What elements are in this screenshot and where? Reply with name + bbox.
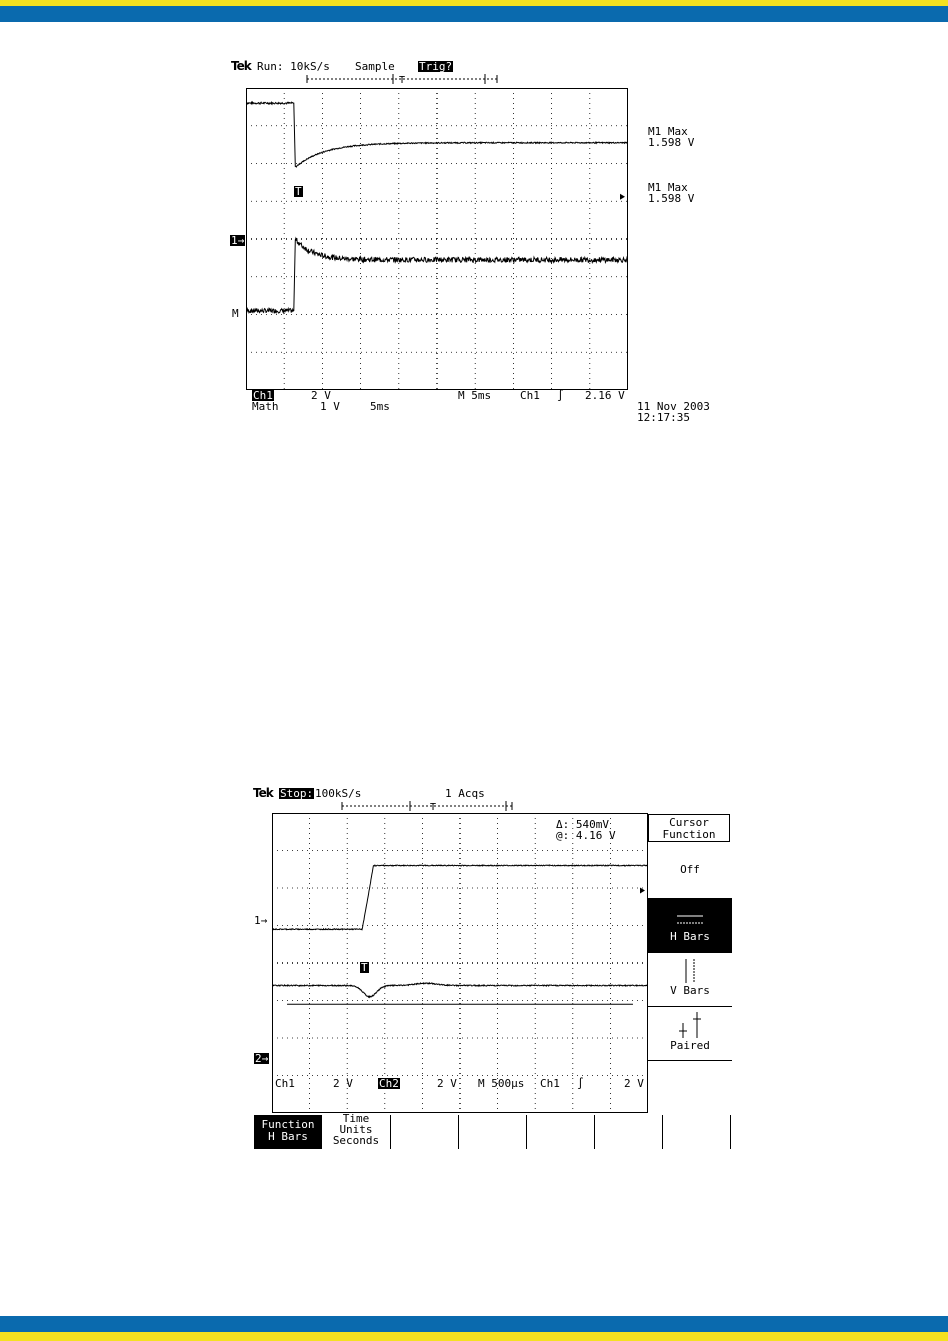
scope2-waveform-plot <box>272 813 648 1113</box>
scope1-trigger-marker: T <box>295 185 302 198</box>
time-units-line2: Units <box>339 1123 373 1136</box>
scope2-timebase: M 500µs <box>478 1077 525 1090</box>
cursor-title-line1: Cursor <box>669 816 709 829</box>
menu-divider <box>648 952 732 953</box>
vbars-icon <box>680 958 700 984</box>
ch2-trace <box>272 983 648 998</box>
level-pointer <box>640 888 645 894</box>
time-units-line1: Time <box>342 1112 370 1125</box>
cursor-off-button[interactable] <box>648 864 732 876</box>
scope1-meas1-label: M1 Max <box>648 125 688 138</box>
level-pointer <box>620 194 625 200</box>
function-divider <box>526 1115 527 1149</box>
bottom-blue-stripe <box>0 1316 948 1332</box>
scope2-brand: Tek <box>253 786 273 800</box>
scope2-ch1-scale: 2 V <box>333 1077 353 1090</box>
scope1-ch1-label: Ch1 <box>253 389 273 402</box>
scope2-ch1-label: Ch1 <box>275 1077 295 1090</box>
scope1-time: 12:17:35 <box>637 411 690 424</box>
scope1-date: 11 Nov 2003 <box>637 400 710 413</box>
function-line1: Function <box>261 1118 315 1131</box>
function-divider <box>390 1115 391 1149</box>
scope1-trig-slope: ∫ <box>557 389 564 402</box>
function-divider <box>662 1115 663 1149</box>
hbars-label: H Bars <box>670 930 710 943</box>
scope1-math-marker: M <box>232 307 239 320</box>
scope1-meas1-value: 1.598 V <box>648 136 695 149</box>
hbars-icon <box>675 913 705 927</box>
scope1-status: Run: 10kS/s <box>257 60 330 73</box>
function-divider <box>730 1115 731 1149</box>
scope1-timebase: M 5ms <box>458 389 492 402</box>
scope2-trig-level: 2 V <box>624 1077 644 1090</box>
time-units-line3: Seconds <box>332 1134 380 1147</box>
scope1-meas2-value: 1.598 V <box>648 192 695 205</box>
top-blue-stripe <box>0 6 948 22</box>
scope1-waveform-plot <box>246 88 628 390</box>
scope2-record-bar <box>340 800 515 812</box>
scope1-mode: Sample <box>355 60 395 73</box>
scope1-math-scale: 1 V <box>320 400 340 413</box>
scope1-trig-src: Ch1 <box>520 389 540 402</box>
scope2-trig-slope: ∫ <box>577 1077 584 1090</box>
menu-divider <box>648 1006 732 1007</box>
paired-icon <box>676 1011 704 1039</box>
cursor-title-line2: Function <box>662 828 716 841</box>
menu-divider <box>648 1060 732 1061</box>
scope1-ch1-scale: 2 V <box>311 389 331 402</box>
scope1-ch1-marker: 1→ <box>231 234 245 247</box>
scope2-trigger-marker: T <box>361 961 368 974</box>
cursor-hbars-button[interactable] <box>648 898 732 952</box>
cursor-function-title <box>648 814 730 842</box>
scope2-ch2-label: Ch2 <box>379 1077 399 1090</box>
function-divider <box>458 1115 459 1149</box>
scope2-delta-readout: Δ: 540mV <box>556 818 609 831</box>
function-divider <box>594 1115 595 1149</box>
function-hbars-button[interactable] <box>254 1115 322 1149</box>
svg-text:T: T <box>399 75 406 85</box>
scope2-at-readout: @: 4.16 V <box>556 829 616 842</box>
scope2-ch1-marker: 1→ <box>254 914 268 927</box>
ch1-trace <box>272 865 648 930</box>
scope2-rate: 100kS/s <box>315 787 362 800</box>
scope1-trigger-badge: Trig? <box>419 60 453 73</box>
scope2-acqs: 1 Acqs <box>445 787 485 800</box>
vbars-label: V Bars <box>670 984 710 997</box>
cursor-vbars-button[interactable] <box>648 954 732 1006</box>
bottom-yellow-stripe <box>0 1332 948 1341</box>
math-trace <box>246 238 628 313</box>
scope1-math-label: Math <box>252 400 279 413</box>
scope1-math-time: 5ms <box>370 400 390 413</box>
cursor-paired-button[interactable] <box>648 1008 732 1060</box>
scope2-trig-src: Ch1 <box>540 1077 560 1090</box>
function-line2: H Bars <box>268 1130 308 1143</box>
scope2-status: Stop: <box>280 787 314 800</box>
ch1-trace <box>246 102 628 167</box>
svg-text:T: T <box>430 802 437 812</box>
scope2-ch2-marker: 2→ <box>255 1052 269 1065</box>
time-units-button[interactable] <box>322 1113 390 1149</box>
scope1-meas2-label: M1 Max <box>648 181 688 194</box>
paired-label: Paired <box>670 1039 710 1052</box>
scope1-record-bar <box>305 73 500 85</box>
scope2-ch2-scale: 2 V <box>437 1077 457 1090</box>
scope1-brand: Tek <box>231 59 251 73</box>
cursor-off-label: Off <box>680 863 700 876</box>
scope1-trig-level: 2.16 V <box>585 389 625 402</box>
